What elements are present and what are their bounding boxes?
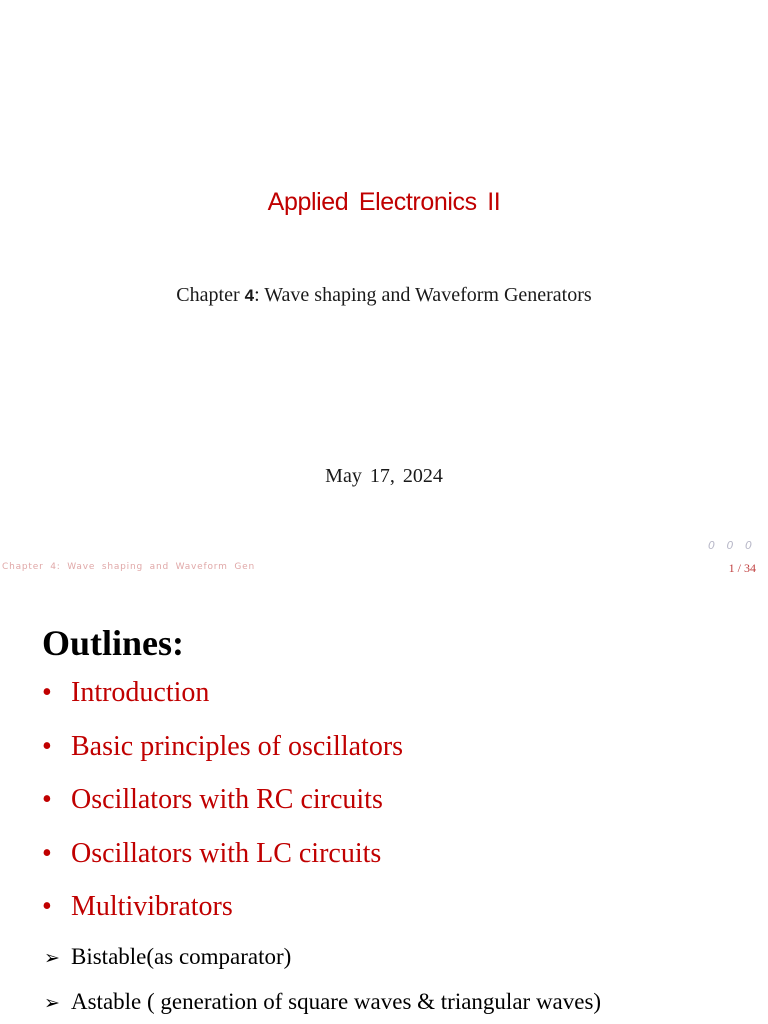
page-indicator: 1 / 34 xyxy=(728,561,756,575)
list-item-label: Oscillators with LC circuits xyxy=(71,837,382,869)
subtitle-prefix: Chapter xyxy=(176,284,245,306)
bullet-icon: • xyxy=(42,784,52,815)
list-item xyxy=(42,674,403,728)
bullet-icon: • xyxy=(42,837,52,869)
sub-list-item xyxy=(44,940,601,985)
bullet-icon: • xyxy=(42,677,52,708)
outlines-heading: Outlines: xyxy=(42,623,185,663)
sub-list-item-label: Bistable(as comparator) xyxy=(71,944,292,969)
list-item xyxy=(42,835,403,889)
navigation-icons[interactable]: 0 0 0 xyxy=(708,539,756,552)
subtitle-suffix: : Wave shaping and Waveform Generators xyxy=(254,284,592,306)
chapter-number: 4 xyxy=(244,286,255,305)
list-item xyxy=(42,888,403,942)
slide-date: May 17, 2024 xyxy=(325,465,443,487)
footer-chapter-title: Chapter 4: Wave shaping and Waveform Gen xyxy=(2,562,255,572)
sub-list-item-label: Astable ( generation of square waves & triangular waves) xyxy=(71,989,602,1014)
slide-title: Applied Electronics II xyxy=(267,188,501,216)
list-item-label: Basic principles of oscillators xyxy=(71,730,404,762)
bullet-icon: • xyxy=(42,891,52,922)
list-item xyxy=(42,781,403,835)
bullet-icon: • xyxy=(42,730,52,762)
list-item xyxy=(42,728,403,782)
list-item-label: Oscillators with RC circuits xyxy=(71,784,383,815)
slide-subtitle xyxy=(0,284,768,307)
sub-outline-list xyxy=(44,940,601,1024)
outline-list xyxy=(42,674,403,942)
arrow-bullet-icon: ➢ xyxy=(44,992,60,1014)
list-item-label: Introduction xyxy=(71,677,210,708)
arrow-bullet-icon: ➢ xyxy=(44,947,60,969)
sub-list-item xyxy=(44,985,601,1024)
list-item-label: Multivibrators xyxy=(71,891,233,922)
